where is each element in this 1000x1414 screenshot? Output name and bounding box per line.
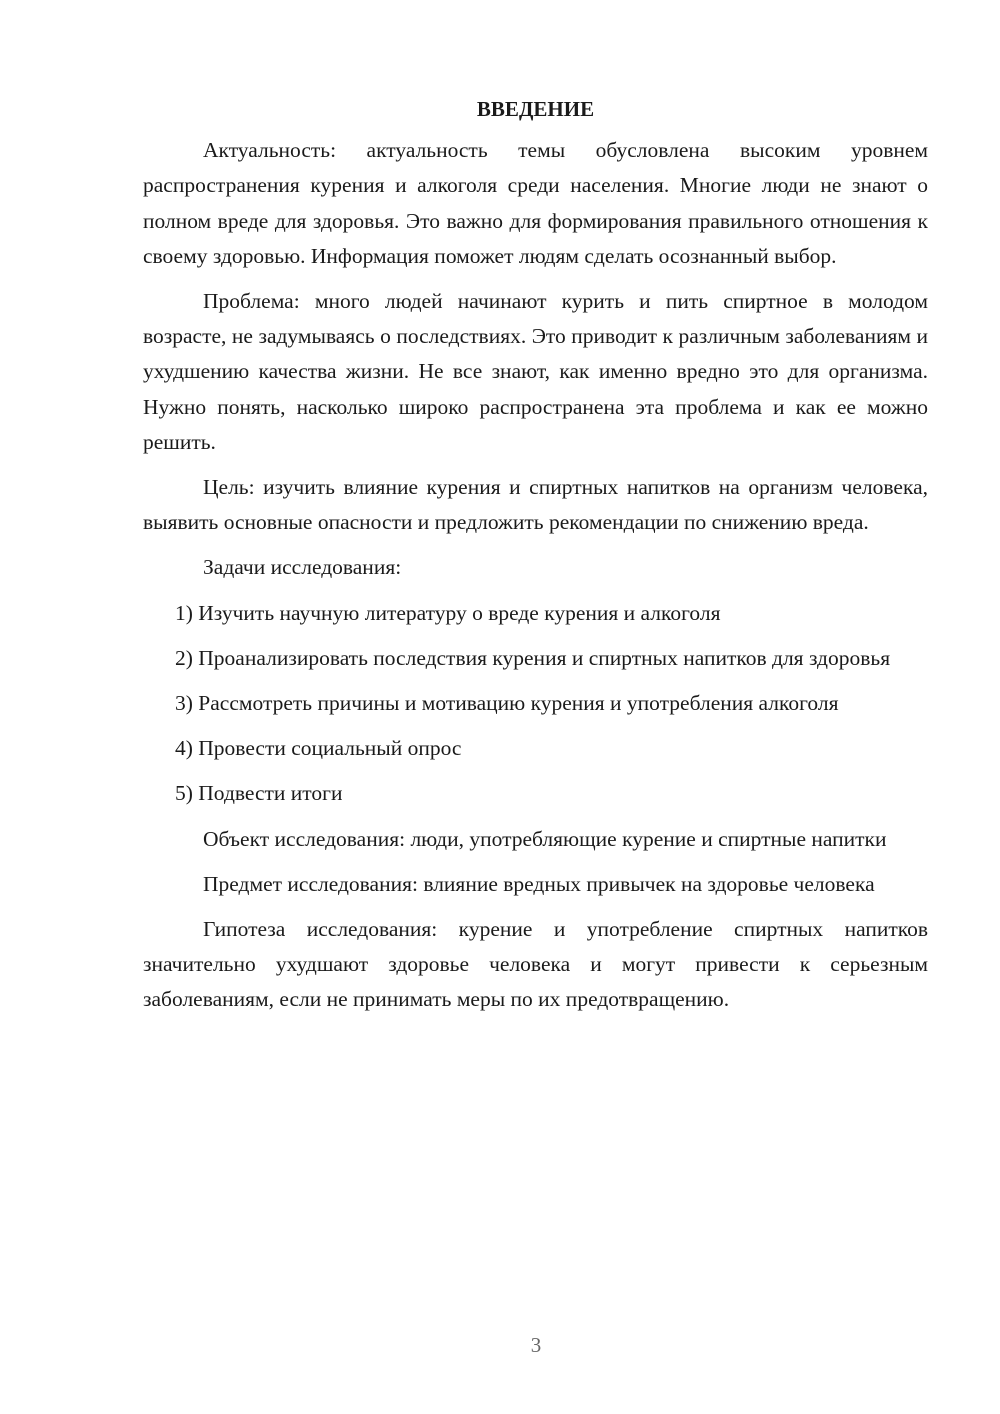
task-item: 2) Проанализировать последствия курения и спиртных напитков для здоровья <box>175 645 891 670</box>
object-paragraph: Объект исследования: люди, употребляющие курение и спиртные напитки <box>203 826 887 851</box>
relevance-paragraph: Актуальность: актуальность темы обусловлена высоким уровнем распространения курения и алкоголя среди населения. Многие люди не знают о полном вреде для здоровья. Это важно для формирования правильного отношения к своему здоровью. Информация поможет людям сделать осознанный выбор. <box>143 138 928 268</box>
page-number: 3 <box>530 1333 542 1357</box>
goal-paragraph: Цель: изучить влияние курения и спиртных напитков на организм человека, выявить основные опасности и предложить рекомендации по снижению вреда. <box>143 475 928 535</box>
subject-paragraph: Предмет исследования: влияние вредных привычек на здоровье человека <box>203 871 875 896</box>
task-item: 1) Изучить научную литературу о вреде курения и алкоголя <box>175 600 721 625</box>
hypothesis-paragraph: Гипотеза исследования: курение и употребление спиртных напитков значительно ухудшают здоровье человека и могут привести к серьезным заболеваниям, если не принимать меры по их предотвращению. <box>143 917 928 1012</box>
section-title: ВВЕДЕНИЕ <box>476 97 595 121</box>
task-item: 3) Рассмотреть причины и мотивацию курения и употребления алкоголя <box>175 691 839 716</box>
tasks-heading: Задачи исследования: <box>203 555 402 580</box>
task-item: 4) Провести социальный опрос <box>175 736 462 761</box>
document-page <box>143 92 928 1028</box>
task-item: 5) Подвести итоги <box>175 781 343 806</box>
problem-paragraph: Проблема: много людей начинают курить и пить спиртное в молодом возрасте, не задумываясь о последствиях. Это приводит к различным заболеваниям и ухудшению качества жизни. Не все знают, как именно вредно это для организма. Нужно понять, насколько широко распространена эта проблема и как ее можно решить. <box>143 289 928 454</box>
